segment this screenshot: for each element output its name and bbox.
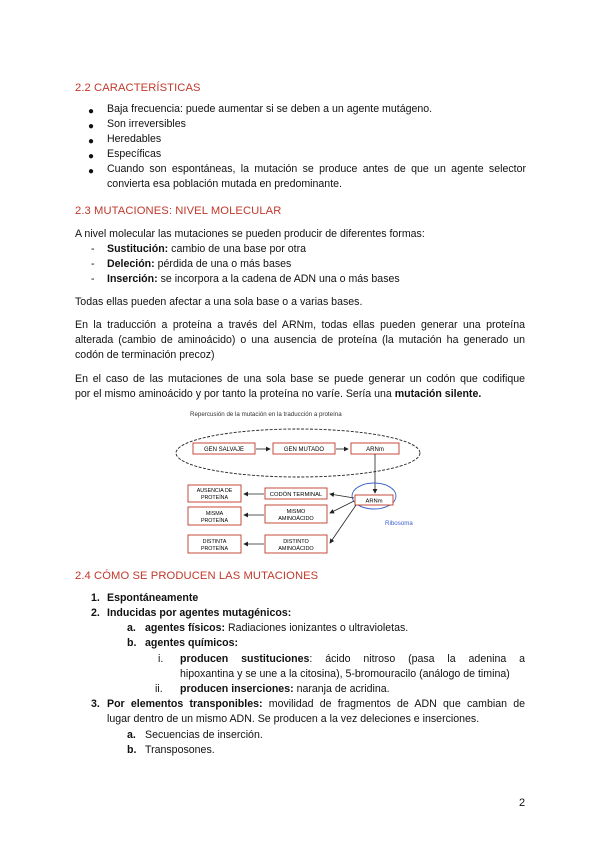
distinta-proteina-label: PROTEÍNA: [200, 546, 229, 552]
mutation-type-item: Deleción: pérdida de una o más bases: [107, 258, 292, 270]
ausencia-proteina-label: PROTEÍNA: [200, 495, 229, 501]
list-roman: ii.: [155, 683, 163, 695]
bullet-item: Baja frecuencia: puede aumentar si se deben a un agente mutágeno.: [107, 103, 433, 115]
paragraph-line: alterada (cambio de aminoácido) o una ausencia de proteína (la mutación ha generado un: [75, 334, 525, 346]
section-heading-2-3: 2.3 MUTACIONES: NIVEL MOLECULAR: [75, 205, 282, 217]
dash-icon: -: [91, 258, 95, 270]
bullet-item: Son irreversibles: [107, 118, 186, 130]
ausencia-proteina-label: AUSENCIA DE: [196, 488, 233, 494]
gen-salvaje-label: GEN SALVAJE: [203, 447, 245, 453]
list-letter: a.: [127, 729, 136, 741]
list-item: agentes químicos:: [145, 637, 239, 649]
paragraph-line: En la traducción a proteína a través del ARNm, todas ellas pueden generar una proteína: [75, 319, 525, 331]
distinto-aminoacido-label: DISTINTO: [283, 539, 309, 545]
bullet-icon: ●: [88, 151, 95, 162]
bullet-item: Heredables: [107, 133, 162, 145]
paragraph-line: por el mismo aminoácido y por tanto la proteína no varíe. Sería una mutación silente.: [75, 388, 482, 400]
list-item: Espontáneamente: [107, 592, 199, 604]
diagram-title: Repercusión de la mutación en la traducción a proteína: [190, 411, 342, 418]
distinta-proteina-label: DISTINTA: [202, 539, 227, 545]
list-item: agentes físicos: Radiaciones ionizantes o ultravioletas.: [145, 622, 409, 634]
page-number: 2: [519, 797, 526, 809]
misma-proteina-label: PROTEÍNA: [200, 518, 229, 524]
misma-proteina-label: MISMA: [205, 511, 224, 517]
list-letter: a.: [127, 622, 136, 634]
section-heading-2-4: 2.4 CÓMO SE PRODUCEN LAS MUTACIONES: [75, 570, 319, 582]
bullet-item-continuation: convierta esa población mutada en predominante.: [107, 178, 342, 190]
ribosome-label: Ribosoma: [385, 520, 413, 527]
list-number: 1.: [91, 592, 100, 604]
bullet-item: Cuando son espontáneas, la mutación se produce antes de que un agente selector: [107, 163, 526, 175]
list-letter: b.: [127, 744, 137, 756]
dash-icon: -: [91, 243, 95, 255]
bullet-icon: ●: [88, 166, 95, 177]
list-item: Por elementos transponibles: movilidad de fragmentos de ADN que cambian de: [107, 698, 526, 710]
list-letter: b.: [127, 637, 137, 649]
list-roman: i.: [158, 653, 164, 665]
paragraph: Todas ellas pueden afectar a una sola base o a varias bases.: [75, 296, 363, 308]
mutation-type-item: Sustitución: cambio de una base por otra: [107, 243, 307, 255]
intro-text: A nivel molecular las mutaciones se pueden producir de diferentes formas:: [75, 228, 425, 240]
paragraph-line: En el caso de las mutaciones de una sola base se puede generar un codón que codifique: [75, 373, 525, 385]
bullet-item: Específicas: [107, 148, 162, 160]
bullet-icon: ●: [88, 136, 95, 147]
mutation-type-item: Inserción: se incorpora a la cadena de ADN una o más bases: [107, 273, 400, 285]
arrow: [330, 501, 354, 513]
arrow: [330, 494, 354, 498]
paragraph-line: codón de terminación precoz): [75, 349, 215, 361]
list-number: 2.: [91, 607, 100, 619]
dash-icon: -: [91, 273, 95, 285]
list-item-continuation: hipoxantina y se une a la citosina), 5-bromouracilo (análogo de timina): [180, 668, 510, 680]
list-number: 3.: [91, 698, 100, 710]
bullet-icon: ●: [88, 121, 95, 132]
mismo-aminoacido-label: AMINOÁCIDO: [278, 516, 314, 522]
list-item-continuation: lugar dentro de un mismo ADN. Se producen a la vez deleciones e inserciones.: [107, 713, 480, 725]
mismo-aminoacido-label: MISMO: [286, 509, 306, 515]
list-item: Transposones.: [145, 744, 215, 756]
bullet-icon: ●: [88, 106, 95, 117]
arnm-label: ARNm: [366, 447, 384, 453]
list-item: producen inserciones: naranja de acridina.: [180, 683, 390, 695]
gen-mutado-label: GEN MUTADO: [283, 447, 325, 453]
list-item: Inducidas por agentes mutagénicos:: [107, 607, 292, 619]
list-item: producen sustituciones: ácido nitroso (pasa la adenina a: [180, 653, 525, 665]
list-item: Secuencias de inserción.: [145, 729, 263, 741]
section-heading-2-2: 2.2 CARACTERÍSTICAS: [75, 82, 201, 94]
codon-terminal-label: CODÓN TERMINAL: [269, 492, 323, 498]
mutation-translation-diagram: [160, 405, 450, 565]
arnm-ribosome-label: ARNm: [365, 498, 383, 505]
distinto-aminoacido-label: AMINOÁCIDO: [278, 546, 314, 552]
